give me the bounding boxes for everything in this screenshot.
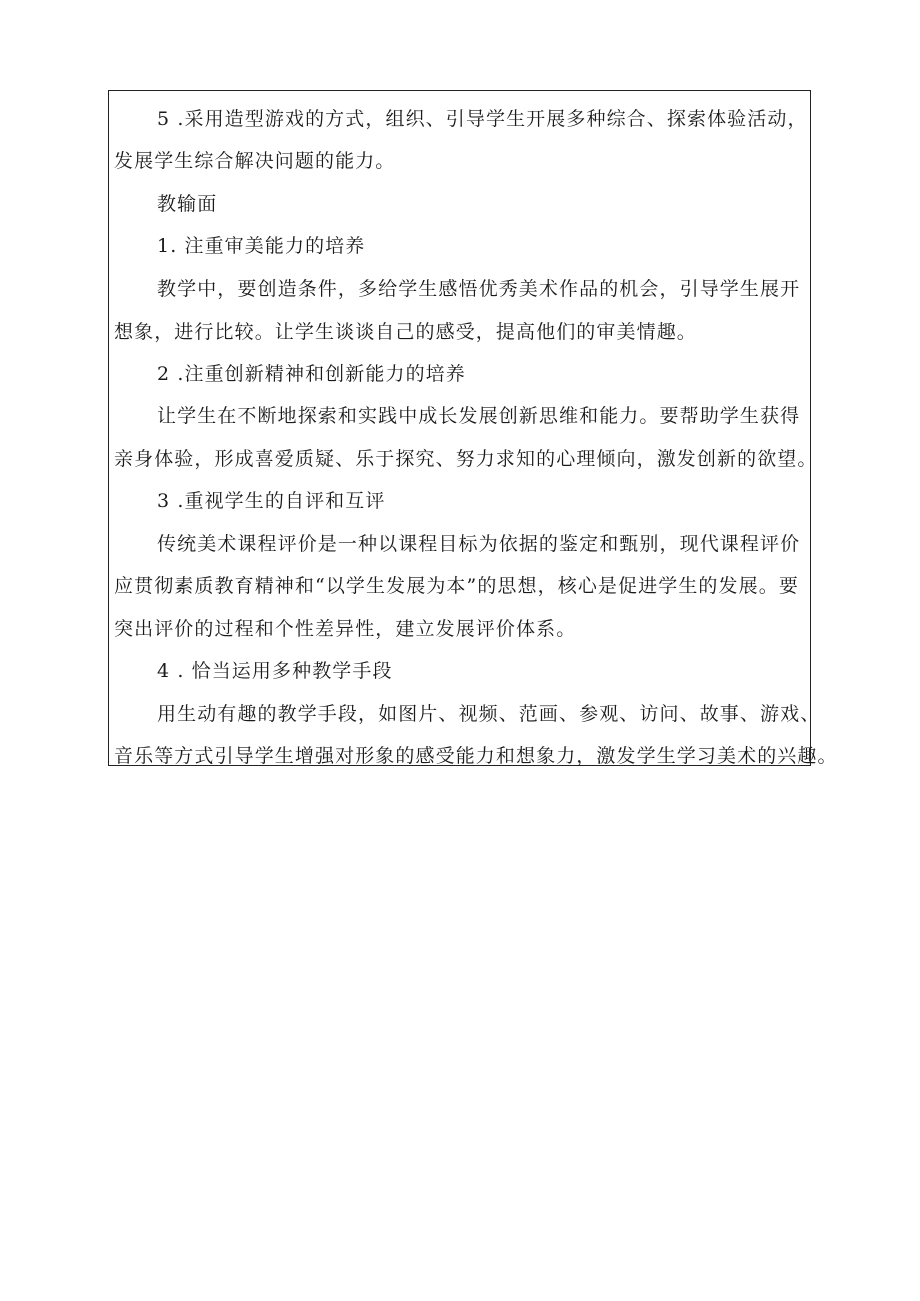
paragraph-5-line-1: 5 .采用造型游戏的方式，组织、引导学生开展多种综合、探索体验活动， (157, 108, 808, 130)
paragraph-2-line-1: 让学生在不断地探索和实践中成长发展创新思维和能力。要帮助学生获得 (157, 405, 801, 427)
paragraph-3-line-1: 传统美术课程评价是一种以课程目标为依据的鉴定和甄别，现代课程评价 (157, 533, 801, 555)
paragraph-3-line-3: 突出评价的过程和个性差异性，建立发展评价体系。 (114, 618, 577, 640)
paragraph-4-line-2: 音乐等方式引导学生增强对形象的感受能力和想象力，激发学生学习美术的兴趣。 (114, 745, 838, 767)
section-heading: 教输面 (157, 193, 218, 215)
heading-4: 4 . 恰当运用多种教学手段 (157, 660, 393, 682)
heading-3: 3 .重视学生的自评和互评 (157, 490, 386, 512)
paragraph-4-line-1: 用生动有趣的教学手段，如图片、视频、范画、参观、访问、故事、游戏、 (157, 703, 821, 725)
paragraph-1-line-1: 教学中，要创造条件，多给学生感悟优秀美术作品的机会，引导学生展开 (157, 278, 801, 300)
document-table-cell (108, 90, 838, 767)
paragraph-1-line-2: 想象，进行比较。让学生谈谈自己的感受，提高他们的审美情趣。 (114, 321, 697, 343)
paragraph-2-line-2: 亲身体验，形成喜爱质疑、乐于探究、努力求知的心理倾向，激发创新的欲望。 (114, 448, 818, 470)
heading-2: 2 .注重创新精神和创新能力的培养 (157, 363, 466, 385)
heading-1: 1. 注重审美能力的培养 (157, 235, 366, 257)
paragraph-3-line-2: 应贯彻素质教育精神和“以学生发展为本”的思想，核心是促进学生的发展。要 (114, 575, 799, 597)
paragraph-5-line-2: 发展学生综合解决问题的能力。 (114, 150, 396, 172)
